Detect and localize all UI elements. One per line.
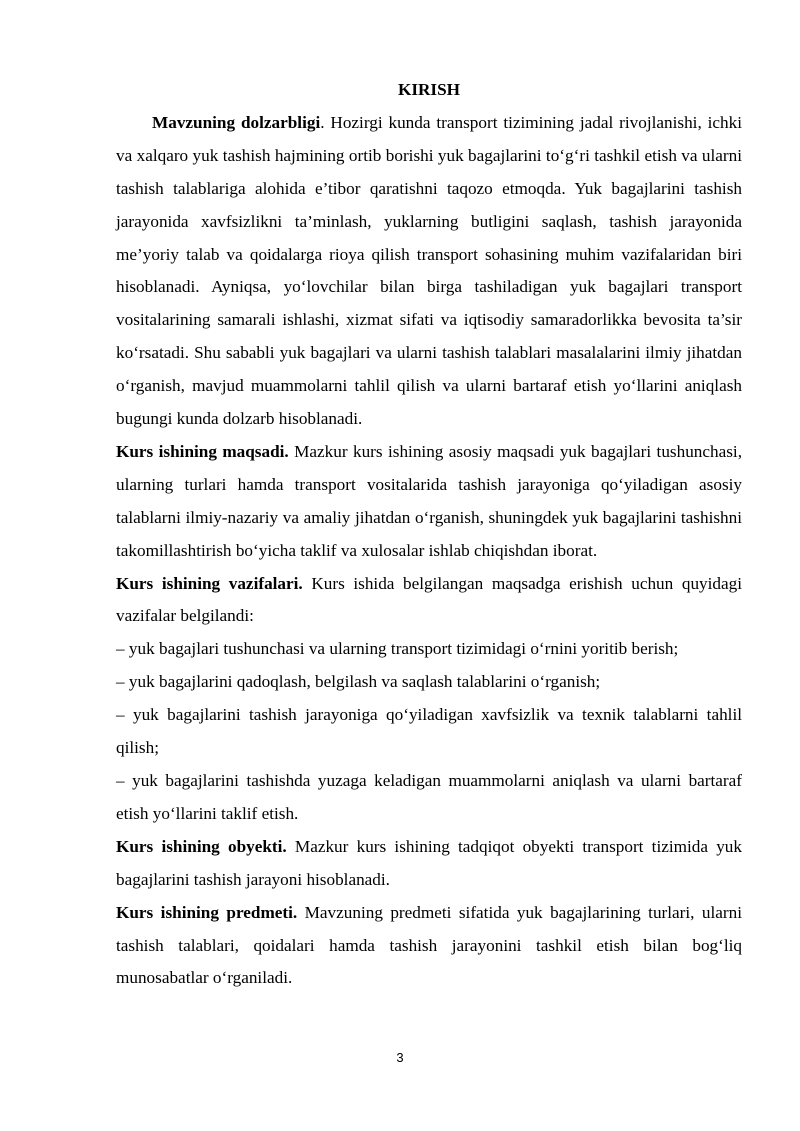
section-heading: KIRISH (397, 80, 461, 99)
object-text: Mazkur kurs ishining tadqiqot obyekti transport tizimida yuk bagajlarini tashish jarayoni hisoblanadi. (116, 836, 742, 889)
subject-text: Mavzuning predmeti sifatida yuk bagajlarining turlari, ularni tashish talablari, qoidalari hamda tashish jarayonini tashkil etish bilan bog‘liq munosabatlar o‘rganiladi. (116, 902, 742, 988)
tasks-paragraph (116, 568, 742, 634)
object-lead: Kurs ishining obyekti. (116, 836, 287, 856)
goal-text: Mazkur kurs ishining asosiy maqsadi yuk bagajlari tushunchasi, ularning turlari hamda transport vositalarida tashish jarayoniga qo‘yiladigan asosiy talablarni ilmiy-nazariy va amaliy jihatdan o‘rganish, shuningdek yuk bagajlarini tashishni takomillashtirish bo‘yicha taklif va xulosalar ishlab chiqishdan iborat. (116, 441, 743, 560)
object-paragraph (116, 831, 742, 897)
goal-lead: Kurs ishining maqsadi. (116, 441, 289, 461)
document-page (116, 74, 742, 995)
task-item: – yuk bagajlarini tashishda yuzaga keladigan muammolarni aniqlash va ularni bartaraf etish yo‘llarini taklif etish. (116, 771, 742, 823)
tasks-text: Kurs ishida belgilangan maqsadga erishish uchun quyidagi vazifalar belgilandi: (116, 573, 742, 626)
relevance-lead: Mavzuning dolzarbligi (152, 112, 321, 132)
subject-lead: Kurs ishining predmeti. (116, 902, 298, 922)
tasks-lead: Kurs ishining vazifalari. (116, 573, 303, 593)
relevance-paragraph (116, 107, 742, 436)
task-item: – yuk bagajlarini qadoqlash, belgilash va saqlash talablarini o‘rganish; (116, 672, 601, 692)
subject-paragraph (116, 897, 742, 996)
page-number: 3 (396, 1050, 404, 1065)
task-item: – yuk bagajlarini tashish jarayoniga qo‘yiladigan xavfsizlik va texnik talablarni tahlil qilish; (116, 705, 742, 758)
relevance-text: . Hozirgi kunda transport tizimining jadal rivojlanishi, ichki va xalqaro yuk tashish hajmining ortib borishi yuk bagajlarini to‘g‘ri tashkil etish va ularni tashish talablariga alohida e’tibor qaratishni taqozo etmoqda. Yuk bagajlarini tashish jarayonida xavfsizlikni ta’minlash, yuklarning butligini saqlash, tashish jarayonida me’yoriy talab va qoidalarga rioya qilish transport sohasining muhim vazifalaridan biri hisoblanadi. Ayniqsa, yo‘lovchilar bilan birga tashiladigan yuk bagajlari transport vositalarining samarali ishlashi, xizmat sifati va iqtisodiy samaradorlikka bevosita ta’sir ko‘rsatadi. Shu sababli yuk bagajlari va ularni tashish talablari masalalarini ilmiy jihatdan o‘rganish, mavjud muammolarni tahlil qilish va ularni bartaraf etish yo‘llarini aniqlash bugungi kunda dolzarb hisoblanadi. (116, 112, 743, 429)
task-item: – yuk bagajlari tushunchasi va ularning transport tizimidagi o‘rnini yoritib berish; (116, 639, 679, 659)
goal-paragraph (116, 436, 742, 568)
